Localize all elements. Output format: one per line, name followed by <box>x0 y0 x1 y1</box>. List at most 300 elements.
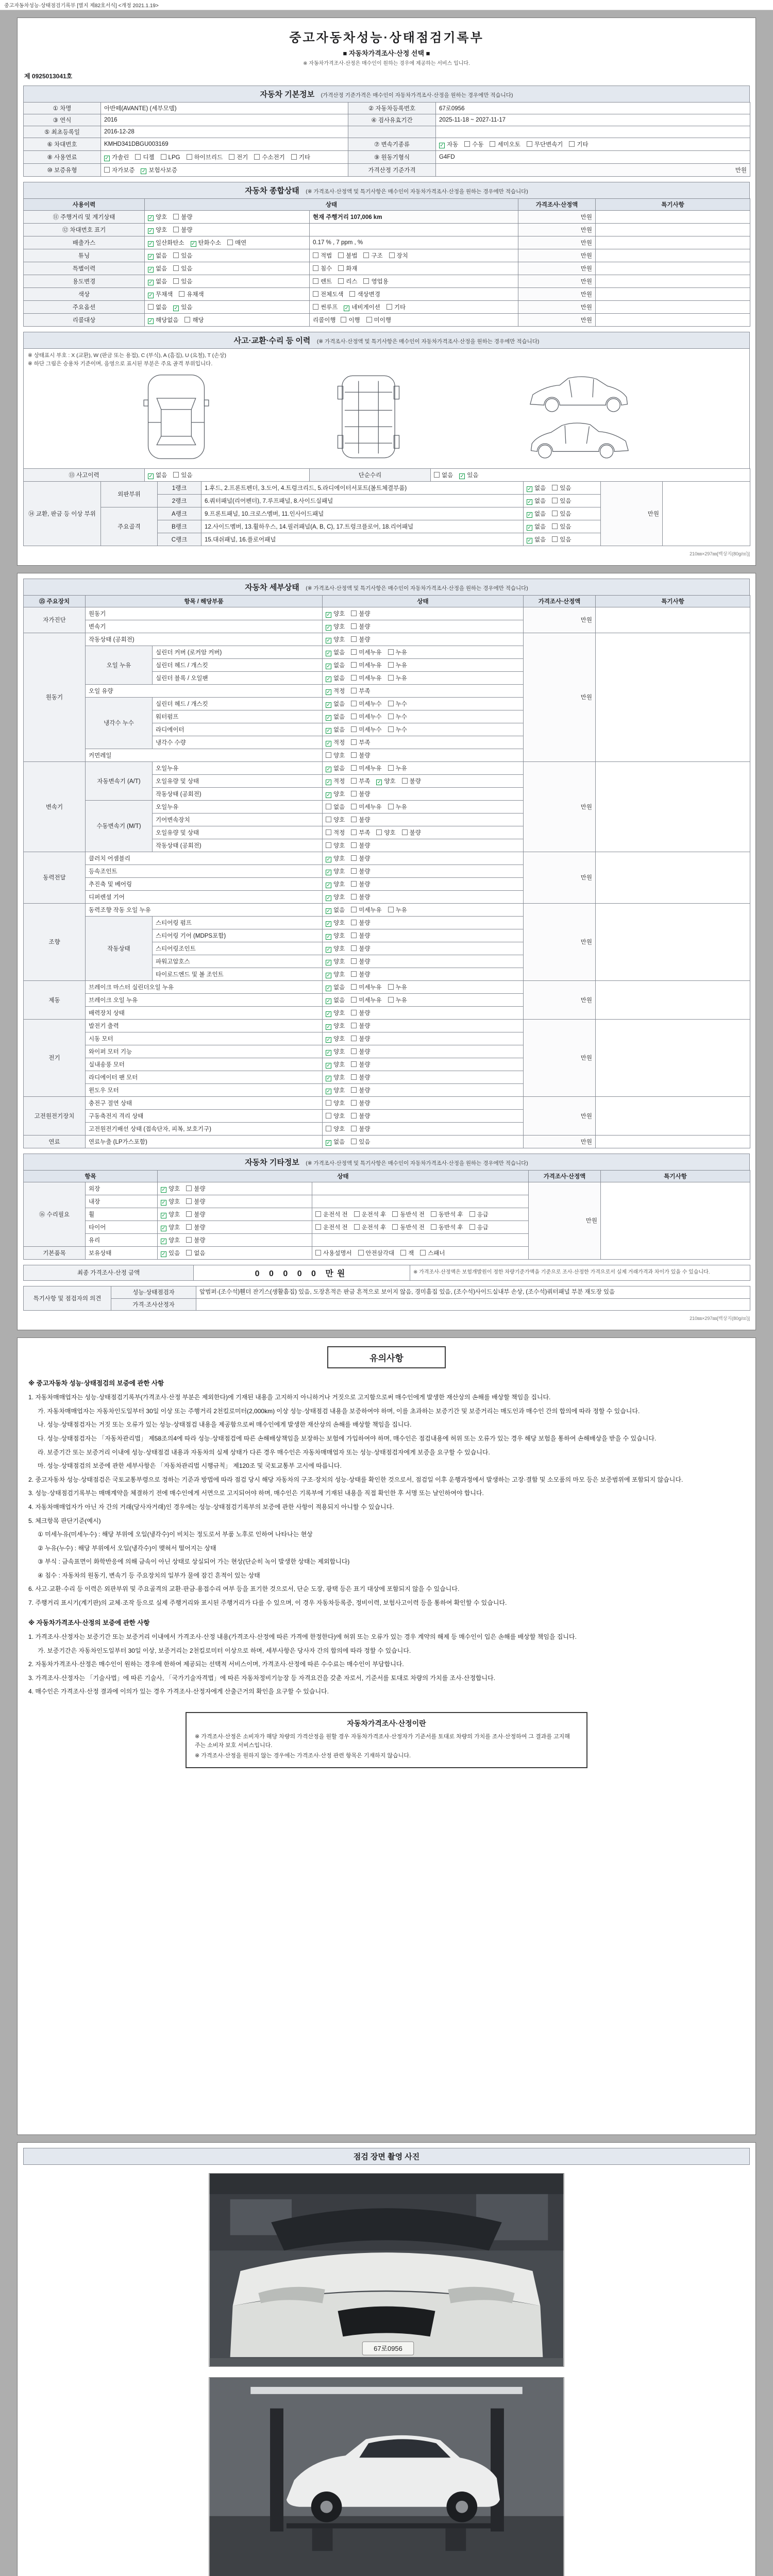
status-options[interactable] <box>436 138 750 151</box>
checkbox-checked-icon[interactable]: ✓ <box>326 895 331 901</box>
checkbox-icon[interactable] <box>351 842 357 848</box>
checkbox-option[interactable] <box>552 510 571 518</box>
checkbox-icon[interactable] <box>469 1211 475 1217</box>
status-options[interactable] <box>323 1071 524 1083</box>
checkbox-icon[interactable] <box>388 984 394 990</box>
status-options[interactable] <box>323 787 524 800</box>
checkbox-option[interactable] <box>351 1086 370 1094</box>
checkbox-option[interactable] <box>464 140 483 148</box>
status-options[interactable] <box>323 1135 524 1148</box>
checkbox-icon[interactable] <box>173 214 179 219</box>
checkbox-icon[interactable] <box>351 1139 357 1144</box>
checkbox-option[interactable] <box>341 316 360 324</box>
checkbox-icon[interactable] <box>388 714 394 719</box>
checkbox-checked-icon[interactable]: ✓ <box>326 998 331 1004</box>
checkbox-icon[interactable] <box>400 1250 406 1256</box>
checkbox-icon[interactable] <box>351 1074 357 1080</box>
checkbox-option[interactable] <box>552 535 571 544</box>
checkbox-option[interactable] <box>552 497 571 505</box>
checkbox-icon[interactable] <box>402 829 408 835</box>
checkbox-option[interactable] <box>186 1249 205 1257</box>
checkbox-icon[interactable] <box>184 317 190 323</box>
checkbox-option[interactable] <box>186 1223 205 1231</box>
checkbox-option[interactable] <box>313 277 332 285</box>
checkbox-icon[interactable] <box>315 1250 321 1256</box>
checkbox-checked-icon[interactable]: ✓ <box>326 882 331 888</box>
checkbox-option[interactable] <box>351 1022 370 1030</box>
checkbox-option[interactable] <box>326 970 345 978</box>
checkbox-option[interactable] <box>326 1112 345 1120</box>
checkbox-option[interactable] <box>351 957 370 965</box>
status-options[interactable] <box>323 1109 524 1122</box>
checkbox-checked-icon[interactable]: ✓ <box>326 1024 331 1030</box>
checkbox-option[interactable] <box>291 153 310 161</box>
checkbox-option[interactable] <box>459 471 478 479</box>
checkbox-option[interactable] <box>569 140 588 148</box>
checkbox-option[interactable] <box>326 1086 345 1094</box>
checkbox-checked-icon[interactable]: ✓ <box>326 959 331 965</box>
checkbox-checked-icon[interactable]: ✓ <box>326 624 331 631</box>
checkbox-option[interactable] <box>527 484 546 492</box>
status-options[interactable] <box>145 224 310 236</box>
checkbox-option[interactable] <box>552 522 571 531</box>
checkbox-icon[interactable] <box>351 662 357 668</box>
checkbox-checked-icon[interactable]: ✓ <box>326 740 331 747</box>
checkbox-checked-icon[interactable]: ✓ <box>326 869 331 875</box>
checkbox-checked-icon[interactable]: ✓ <box>326 1049 331 1056</box>
checkbox-option[interactable] <box>326 906 345 914</box>
checkbox-option[interactable] <box>351 944 370 953</box>
checkbox-option[interactable] <box>351 970 370 978</box>
checkbox-icon[interactable] <box>351 636 357 642</box>
checkbox-checked-icon[interactable]: ✓ <box>326 637 331 643</box>
checkbox-option[interactable] <box>161 1249 180 1257</box>
checkbox-option[interactable] <box>351 996 381 1004</box>
checkbox-option[interactable] <box>344 303 380 311</box>
checkbox-option[interactable] <box>351 635 370 643</box>
status-options[interactable] <box>323 1045 524 1058</box>
checkbox-checked-icon[interactable]: ✓ <box>527 524 532 531</box>
checkbox-icon[interactable] <box>351 649 357 655</box>
checkbox-option[interactable] <box>186 1236 205 1244</box>
checkbox-checked-icon[interactable]: ✓ <box>161 1212 166 1218</box>
checkbox-option[interactable] <box>351 880 370 888</box>
status-options[interactable] <box>158 1233 312 1246</box>
status-options[interactable] <box>158 1221 312 1233</box>
status-options[interactable] <box>323 1122 524 1135</box>
checkbox-checked-icon[interactable]: ✓ <box>326 676 331 682</box>
checkbox-option[interactable] <box>351 841 370 850</box>
checkbox-checked-icon[interactable]: ✓ <box>326 650 331 656</box>
checkbox-option[interactable] <box>351 828 370 837</box>
status-options[interactable] <box>323 813 524 826</box>
checkbox-icon[interactable] <box>351 868 357 874</box>
status-options[interactable] <box>310 301 518 314</box>
checkbox-option[interactable] <box>354 1223 386 1231</box>
checkbox-option[interactable] <box>376 777 395 785</box>
status-options[interactable] <box>323 723 524 736</box>
checkbox-checked-icon[interactable]: ✓ <box>326 1011 331 1017</box>
checkbox-icon[interactable] <box>351 675 357 681</box>
checkbox-option[interactable] <box>349 290 380 298</box>
status-options[interactable] <box>323 633 524 646</box>
checkbox-option[interactable] <box>376 828 395 837</box>
checkbox-option[interactable] <box>351 1009 370 1017</box>
checkbox-icon[interactable] <box>358 1250 364 1256</box>
status-options[interactable] <box>323 1058 524 1071</box>
checkbox-option[interactable] <box>351 609 370 618</box>
checkbox-option[interactable] <box>313 303 338 311</box>
checkbox-icon[interactable] <box>388 765 394 771</box>
checkbox-icon[interactable] <box>376 829 382 835</box>
checkbox-icon[interactable] <box>351 1023 357 1028</box>
checkbox-icon[interactable] <box>388 726 394 732</box>
checkbox-icon[interactable] <box>351 958 357 964</box>
checkbox-checked-icon[interactable]: ✓ <box>377 779 382 785</box>
checkbox-checked-icon[interactable]: ✓ <box>148 280 153 285</box>
checkbox-option[interactable] <box>439 140 458 148</box>
checkbox-option[interactable] <box>388 661 407 669</box>
checkbox-icon[interactable] <box>148 304 154 310</box>
checkbox-icon[interactable] <box>351 1010 357 1015</box>
checkbox-option[interactable] <box>351 687 370 695</box>
checkbox-icon[interactable] <box>173 265 179 271</box>
status-options[interactable] <box>323 736 524 749</box>
status-options[interactable] <box>323 852 524 865</box>
checkbox-option[interactable] <box>326 931 345 940</box>
checkbox-option[interactable] <box>313 264 332 273</box>
checkbox-checked-icon[interactable]: ✓ <box>141 168 146 174</box>
checkbox-option[interactable] <box>313 251 332 260</box>
checkbox-icon[interactable] <box>351 881 357 887</box>
checkbox-icon[interactable] <box>186 1211 192 1217</box>
checkbox-checked-icon[interactable]: ✓ <box>161 1199 166 1206</box>
checkbox-option[interactable] <box>326 751 345 759</box>
checkbox-option[interactable] <box>148 239 184 247</box>
checkbox-checked-icon[interactable]: ✓ <box>460 473 464 479</box>
status-options[interactable] <box>323 1083 524 1096</box>
checkbox-option[interactable] <box>326 1047 345 1056</box>
checkbox-option[interactable] <box>104 166 135 174</box>
status-options[interactable] <box>323 1032 524 1045</box>
checkbox-checked-icon[interactable]: ✓ <box>326 1062 331 1069</box>
checkbox-option[interactable] <box>351 1125 370 1133</box>
checkbox-icon[interactable] <box>186 1224 192 1230</box>
checkbox-option[interactable] <box>388 996 407 1004</box>
checkbox-icon[interactable] <box>326 1126 331 1131</box>
checkbox-checked-icon[interactable]: ✓ <box>174 306 178 311</box>
checkbox-option[interactable] <box>326 828 345 837</box>
checkbox-checked-icon[interactable]: ✓ <box>326 766 331 772</box>
checkbox-option[interactable] <box>161 1223 180 1231</box>
checkbox-icon[interactable] <box>173 472 179 478</box>
checkbox-option[interactable] <box>326 1138 345 1146</box>
checkbox-icon[interactable] <box>349 291 355 297</box>
checkbox-icon[interactable] <box>386 304 392 310</box>
checkbox-option[interactable] <box>141 166 177 174</box>
checkbox-option[interactable] <box>326 700 345 708</box>
checkbox-option[interactable] <box>420 1249 445 1257</box>
checkbox-icon[interactable] <box>351 907 357 912</box>
checkbox-icon[interactable] <box>179 291 184 297</box>
checkbox-icon[interactable] <box>351 739 357 745</box>
status-options[interactable] <box>323 826 524 839</box>
checkbox-checked-icon[interactable]: ✓ <box>326 1075 331 1081</box>
checkbox-option[interactable] <box>179 290 204 298</box>
checkbox-option[interactable] <box>184 316 204 324</box>
checkbox-checked-icon[interactable]: ✓ <box>161 1238 166 1244</box>
checkbox-checked-icon[interactable]: ✓ <box>148 228 153 234</box>
checkbox-option[interactable] <box>351 867 370 875</box>
checkbox-option[interactable] <box>351 764 381 772</box>
checkbox-icon[interactable] <box>431 1224 436 1230</box>
checkbox-checked-icon[interactable]: ✓ <box>161 1187 166 1193</box>
checkbox-option[interactable] <box>351 700 381 708</box>
checkbox-icon[interactable] <box>392 1211 398 1217</box>
checkbox-checked-icon[interactable]: ✓ <box>527 537 532 544</box>
checkbox-option[interactable] <box>326 957 345 965</box>
checkbox-option[interactable] <box>315 1249 352 1257</box>
checkbox-option[interactable] <box>173 303 192 311</box>
checkbox-option[interactable] <box>351 751 370 759</box>
checkbox-icon[interactable] <box>229 154 234 160</box>
checkbox-option[interactable] <box>186 1184 205 1193</box>
checkbox-icon[interactable] <box>388 675 394 681</box>
checkbox-option[interactable] <box>400 1249 414 1257</box>
checkbox-option[interactable] <box>351 919 370 927</box>
checkbox-option[interactable] <box>148 264 167 273</box>
checkbox-icon[interactable] <box>351 1126 357 1131</box>
checkbox-icon[interactable] <box>351 1061 357 1067</box>
checkbox-icon[interactable] <box>313 304 318 310</box>
checkbox-option[interactable] <box>326 661 345 669</box>
status-options[interactable] <box>323 671 524 684</box>
status-options[interactable] <box>145 468 310 481</box>
status-options[interactable] <box>323 697 524 710</box>
status-options[interactable] <box>158 1246 312 1259</box>
checkbox-icon[interactable] <box>431 1211 436 1217</box>
checkbox-option[interactable] <box>351 1138 370 1146</box>
status-options[interactable] <box>145 236 310 249</box>
checkbox-option[interactable] <box>351 622 370 631</box>
checkbox-icon[interactable] <box>351 1087 357 1093</box>
checkbox-checked-icon[interactable]: ✓ <box>105 156 109 161</box>
status-options[interactable] <box>145 262 310 275</box>
checkbox-option[interactable] <box>326 841 345 850</box>
checkbox-option[interactable] <box>173 264 192 273</box>
status-options[interactable] <box>323 646 524 658</box>
checkbox-option[interactable] <box>351 803 381 811</box>
status-options[interactable] <box>323 774 524 787</box>
checkbox-option[interactable] <box>313 290 343 298</box>
checkbox-option[interactable] <box>434 471 453 479</box>
checkbox-icon[interactable] <box>313 265 318 271</box>
checkbox-icon[interactable] <box>351 1100 357 1106</box>
status-options[interactable] <box>323 877 524 890</box>
checkbox-option[interactable] <box>104 153 129 161</box>
checkbox-option[interactable] <box>326 1073 345 1081</box>
checkbox-icon[interactable] <box>351 765 357 771</box>
checkbox-icon[interactable] <box>351 714 357 719</box>
checkbox-icon[interactable] <box>315 1224 321 1230</box>
checkbox-checked-icon[interactable]: ✓ <box>161 1225 166 1231</box>
checkbox-option[interactable] <box>338 264 357 273</box>
checkbox-checked-icon[interactable]: ✓ <box>326 1140 331 1146</box>
checkbox-icon[interactable] <box>227 240 233 245</box>
checkbox-option[interactable] <box>173 277 192 285</box>
checkbox-checked-icon[interactable]: ✓ <box>326 715 331 721</box>
checkbox-option[interactable] <box>351 1073 370 1081</box>
checkbox-icon[interactable] <box>338 252 344 258</box>
checkbox-checked-icon[interactable]: ✓ <box>527 512 532 518</box>
checkbox-option[interactable] <box>161 1197 180 1206</box>
checkbox-icon[interactable] <box>351 1048 357 1054</box>
checkbox-option[interactable] <box>326 996 345 1004</box>
status-options[interactable] <box>524 507 601 520</box>
checkbox-icon[interactable] <box>186 1250 192 1256</box>
checkbox-option[interactable] <box>388 648 407 656</box>
checkbox-icon[interactable] <box>402 778 408 784</box>
checkbox-option[interactable] <box>326 867 345 875</box>
checkbox-option[interactable] <box>351 674 381 682</box>
checkbox-icon[interactable] <box>351 688 357 693</box>
status-options[interactable] <box>310 288 518 301</box>
status-options[interactable] <box>101 151 348 164</box>
checkbox-option[interactable] <box>351 931 370 940</box>
checkbox-option[interactable] <box>326 880 345 888</box>
checkbox-option[interactable] <box>254 153 284 161</box>
checkbox-checked-icon[interactable]: ✓ <box>326 1037 331 1043</box>
checkbox-icon[interactable] <box>104 167 110 173</box>
checkbox-option[interactable] <box>326 609 345 618</box>
checkbox-option[interactable] <box>326 1125 345 1133</box>
checkbox-option[interactable] <box>148 303 167 311</box>
checkbox-icon[interactable] <box>326 817 331 822</box>
checkbox-icon[interactable] <box>351 1113 357 1118</box>
status-options[interactable] <box>310 262 518 275</box>
checkbox-option[interactable] <box>161 154 180 161</box>
checkbox-option[interactable] <box>148 290 173 298</box>
checkbox-option[interactable] <box>161 1184 180 1193</box>
checkbox-icon[interactable] <box>552 485 558 490</box>
checkbox-option[interactable] <box>326 635 345 643</box>
checkbox-icon[interactable] <box>351 778 357 784</box>
checkbox-icon[interactable] <box>469 1224 475 1230</box>
checkbox-option[interactable] <box>326 854 345 862</box>
status-options[interactable] <box>145 275 310 288</box>
checkbox-option[interactable] <box>490 140 520 148</box>
checkbox-option[interactable] <box>431 1210 463 1218</box>
checkbox-checked-icon[interactable]: ✓ <box>326 1088 331 1094</box>
checkbox-icon[interactable] <box>392 1224 398 1230</box>
status-options[interactable] <box>323 903 524 916</box>
checkbox-icon[interactable] <box>186 1237 192 1243</box>
checkbox-option[interactable] <box>326 816 345 824</box>
checkbox-option[interactable] <box>326 1035 345 1043</box>
status-options[interactable] <box>323 620 524 633</box>
checkbox-option[interactable] <box>148 316 178 324</box>
checkbox-option[interactable] <box>392 1210 425 1218</box>
checkbox-option[interactable] <box>431 1223 463 1231</box>
checkbox-option[interactable] <box>527 535 546 544</box>
checkbox-icon[interactable] <box>326 842 331 848</box>
checkbox-option[interactable] <box>326 1099 345 1107</box>
checkbox-icon[interactable] <box>173 227 179 232</box>
checkbox-checked-icon[interactable]: ✓ <box>148 254 153 260</box>
checkbox-option[interactable] <box>338 277 357 285</box>
status-options[interactable] <box>323 684 524 697</box>
checkbox-option[interactable] <box>338 251 357 260</box>
checkbox-icon[interactable] <box>313 278 318 284</box>
checkbox-option[interactable] <box>388 713 407 721</box>
status-options[interactable] <box>323 1019 524 1032</box>
checkbox-option[interactable] <box>351 1112 370 1120</box>
checkbox-icon[interactable] <box>552 523 558 529</box>
checkbox-icon[interactable] <box>173 252 179 258</box>
checkbox-option[interactable] <box>326 674 345 682</box>
status-options[interactable] <box>323 658 524 671</box>
checkbox-option[interactable] <box>388 725 407 734</box>
status-options[interactable] <box>323 749 524 761</box>
checkbox-option[interactable] <box>351 661 381 669</box>
checkbox-icon[interactable] <box>434 472 440 478</box>
checkbox-icon[interactable] <box>187 154 192 160</box>
checkbox-icon[interactable] <box>135 154 141 160</box>
checkbox-checked-icon[interactable]: ✓ <box>326 702 331 708</box>
status-options[interactable] <box>310 275 518 288</box>
checkbox-icon[interactable] <box>338 265 344 271</box>
status-options[interactable] <box>145 301 310 314</box>
checkbox-icon[interactable] <box>388 907 394 912</box>
checkbox-option[interactable] <box>402 828 421 837</box>
status-options[interactable] <box>158 1182 312 1195</box>
checkbox-icon[interactable] <box>313 291 318 297</box>
checkbox-icon[interactable] <box>326 829 331 835</box>
checkbox-checked-icon[interactable]: ✓ <box>326 689 331 695</box>
checkbox-icon[interactable] <box>351 791 357 796</box>
checkbox-checked-icon[interactable]: ✓ <box>148 473 153 479</box>
status-options[interactable] <box>145 314 310 327</box>
checkbox-option[interactable] <box>173 226 192 234</box>
checkbox-option[interactable] <box>388 803 407 811</box>
status-options[interactable] <box>524 533 601 546</box>
checkbox-option[interactable] <box>386 303 406 311</box>
checkbox-option[interactable] <box>351 1035 370 1043</box>
checkbox-option[interactable] <box>366 316 391 324</box>
checkbox-option[interactable] <box>326 1060 345 1069</box>
checkbox-option[interactable] <box>527 522 546 531</box>
status-options[interactable] <box>312 1208 529 1221</box>
checkbox-option[interactable] <box>326 919 345 927</box>
checkbox-option[interactable] <box>326 790 345 798</box>
checkbox-option[interactable] <box>363 251 382 260</box>
checkbox-icon[interactable] <box>315 1211 321 1217</box>
checkbox-option[interactable] <box>388 764 407 772</box>
status-options[interactable] <box>323 916 524 929</box>
checkbox-option[interactable] <box>326 1009 345 1017</box>
checkbox-option[interactable] <box>187 153 223 161</box>
checkbox-option[interactable] <box>173 213 192 221</box>
status-options[interactable] <box>323 839 524 852</box>
status-options[interactable] <box>323 1096 524 1109</box>
checkbox-option[interactable] <box>388 906 407 914</box>
checkbox-option[interactable] <box>552 484 571 492</box>
checkbox-option[interactable] <box>326 803 345 811</box>
checkbox-option[interactable] <box>161 1210 180 1218</box>
checkbox-option[interactable] <box>326 983 345 991</box>
checkbox-icon[interactable] <box>389 252 395 258</box>
checkbox-checked-icon[interactable]: ✓ <box>191 241 196 247</box>
